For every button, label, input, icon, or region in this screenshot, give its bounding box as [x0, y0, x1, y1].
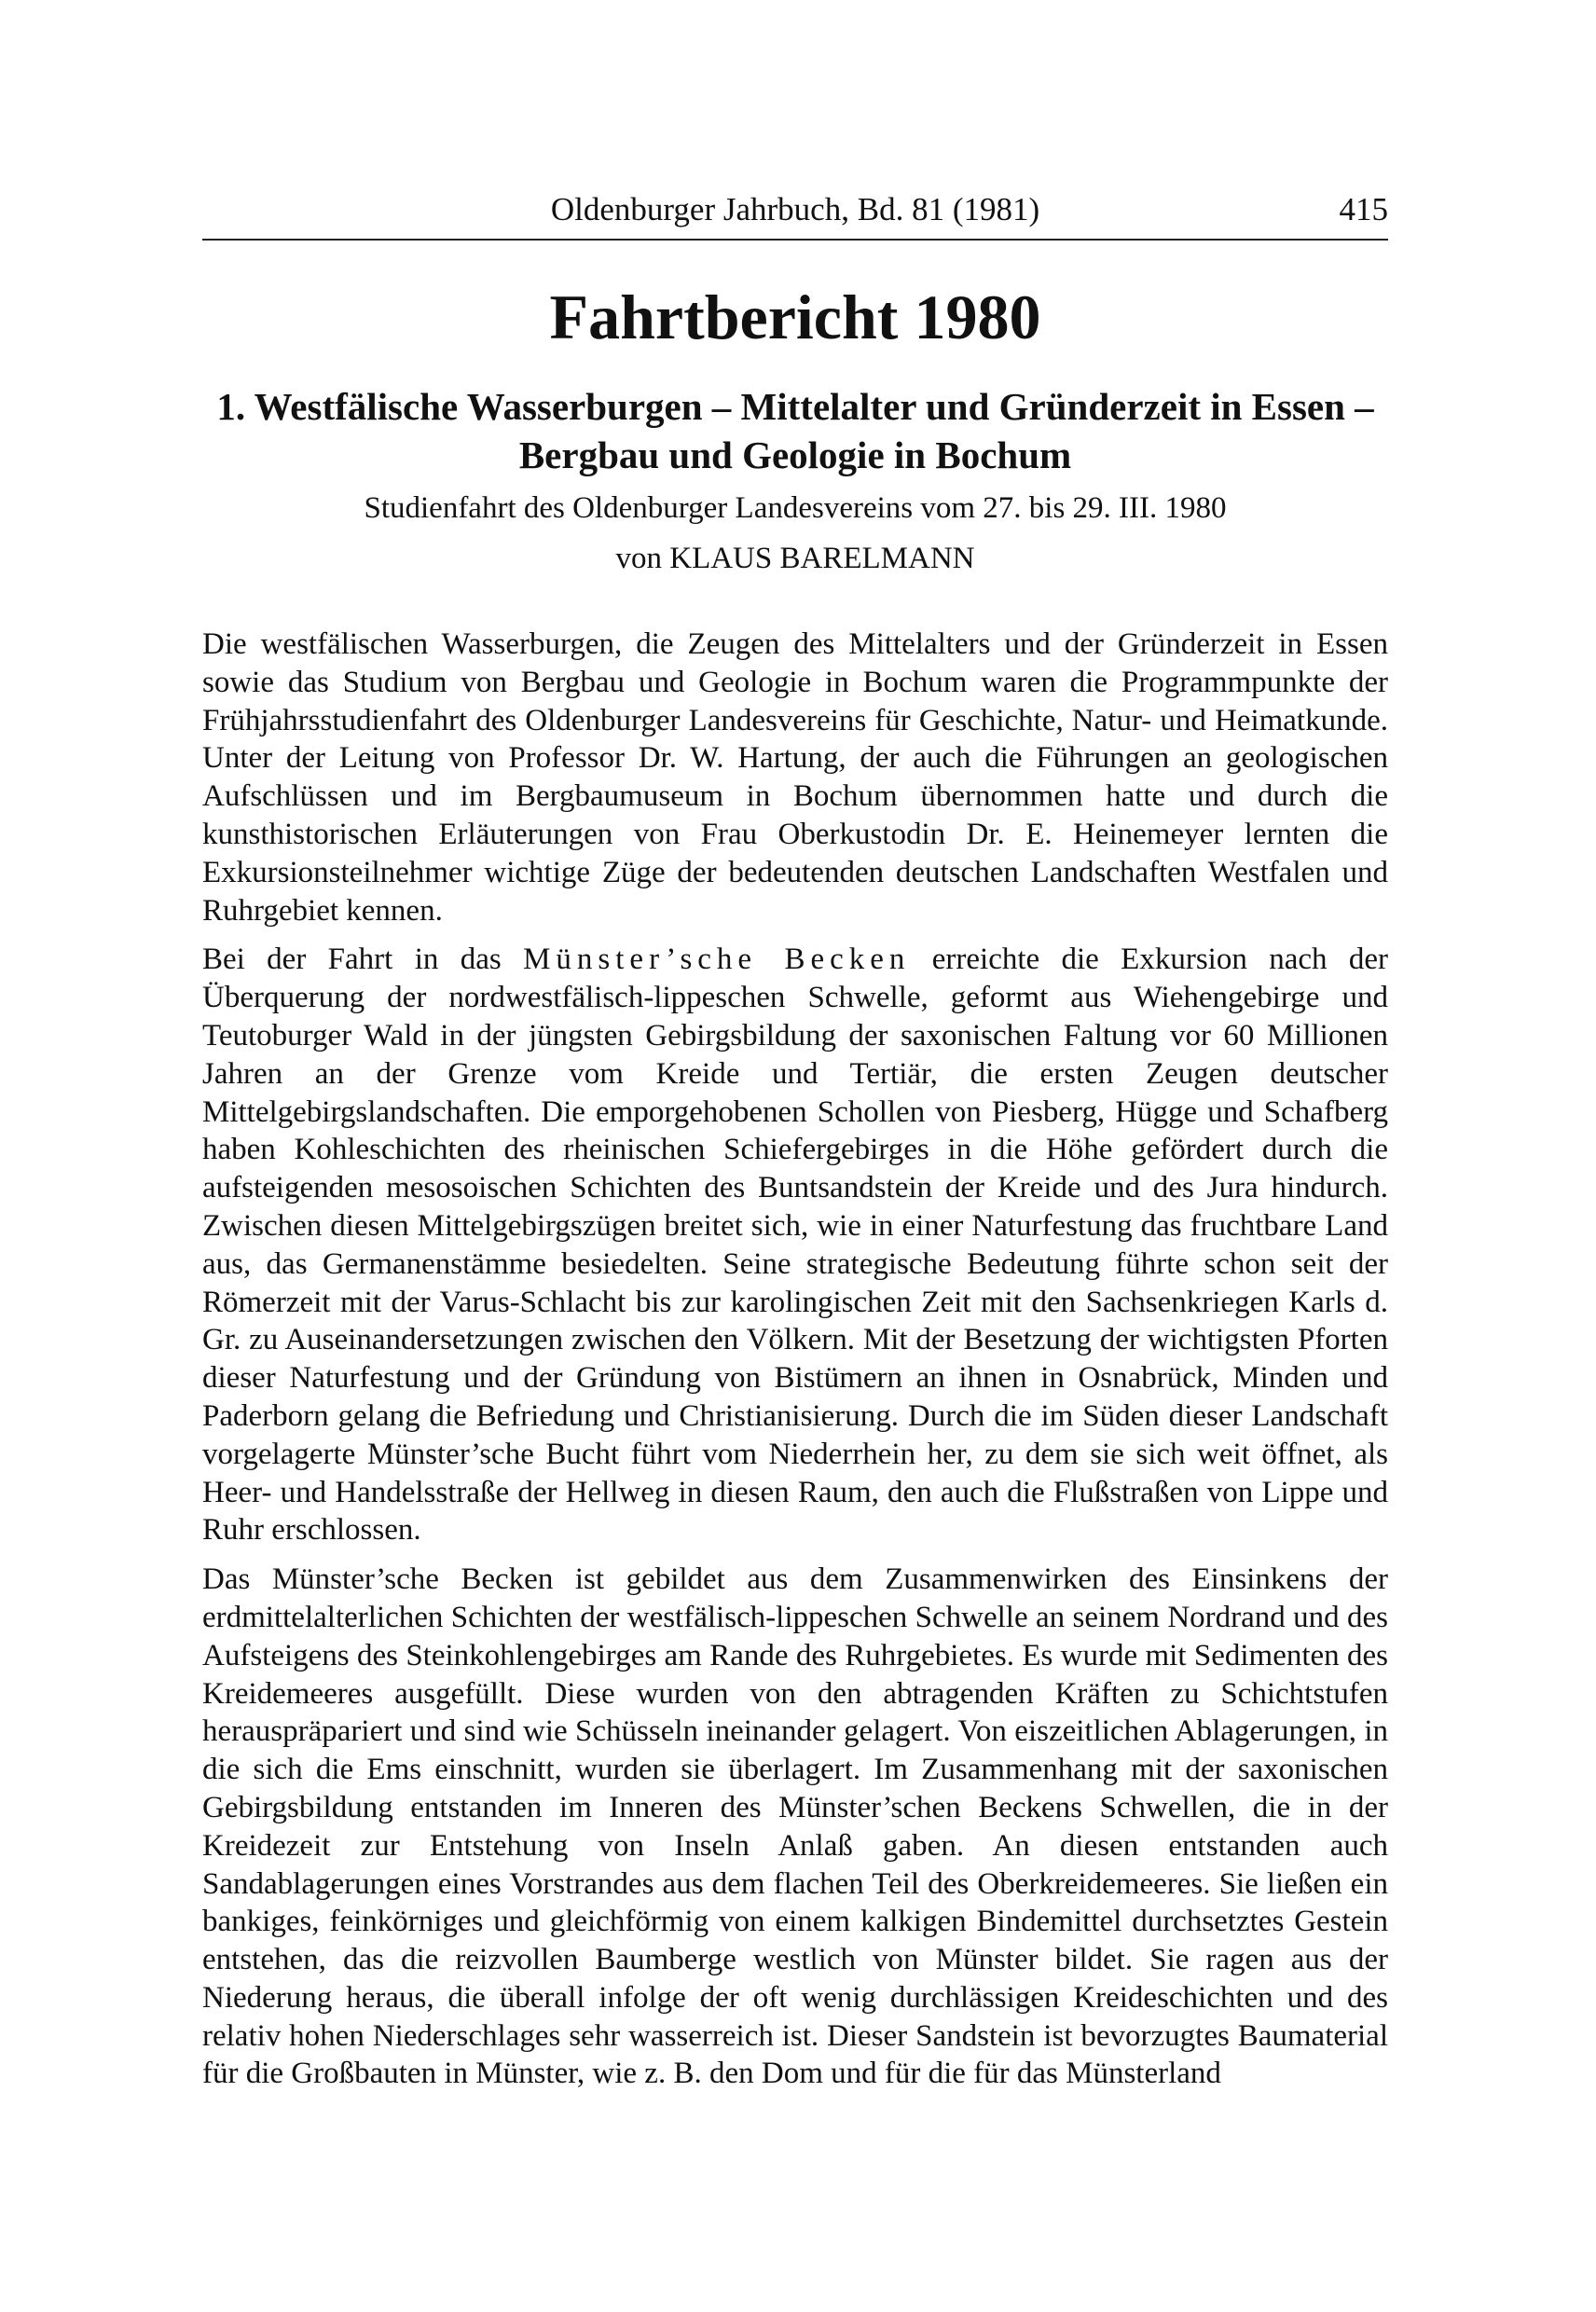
subtitle-line-2: Bergbau und Geologie in Bochum [518, 434, 1072, 476]
article-subtitle [202, 382, 1388, 479]
paragraph-2 [202, 941, 1388, 1549]
paragraph-2-text: erreichte die Exkursion nach der Überquerung der nordwestfälisch-lippeschen Schwelle, geformt aus Wiehengebirge und Teutoburger Wald in der jüngsten Gebirgsbildung der saxonischen Faltung vor 60 Millionen Jahren an der Grenze vom Kreide und Tertiär, die ersten Zeugen deutscher Mittelgebirgslandschaften. Die emporgehobenen Schollen von Piesberg, Hügge und Schafberg haben Kohleschichten des rheinischen Schiefergebirges in die Höhe gefördert durch die aufsteigenden mesosoischen Schichten des Buntsandstein der Kreide und des Jura hindurch. Zwischen diesen Mittelgebirgszügen breitet sich, wie in einer Naturfestung das fruchtbare Land aus, das Germanenstämme besiedelten. Seine strategische Bedeutung führte schon seit der Römerzeit mit der Varus-Schlacht bis zur karolingischen Zeit mit den Sachsenkriegen Karls d. Gr. zu Auseinandersetzungen zwischen den Völkern. Mit der Besetzung der wichtigsten Pforten dieser Naturfestung und der Gründung von Bistümern an ihnen in Osnabrück, Minden und Paderborn gelang die Befriedung und Christianisierung. Durch die im Süden dieser Landschaft vorgelagerte Münster’sche Bucht führt vom Niederrhein her, zu dem sie sich weit öffnet, als Heer- und Handelsstraße der Hellweg in diesen Raum, den auch die Flußstraßen von Lippe und Ruhr erschlossen. [202, 943, 1388, 1548]
author-byline: von KLAUS BARELMANN [615, 542, 975, 575]
article-title: Fahrtbericht 1980 [549, 282, 1041, 352]
header-rule [202, 239, 1388, 241]
paragraph-2-lead: Bei der Fahrt in das [202, 943, 524, 977]
journal-citation: Oldenburger Jahrbuch, Bd. 81 (1981) [550, 191, 1040, 227]
paragraph-1: Die westfälischen Wasserburgen, die Zeugen des Mittelalters und der Gründerzeit in Essen sowie das Studium von Bergbau und Geologie in Bochum waren die Programmpunkte der Frühjahrsstudienfahrt des Oldenburger Landesvereins für Geschichte, Natur- und Heimatkunde. Unter der Leitung von Professor Dr. W. Hartung, der auch die Führungen an geologischen Aufschlüssen und im Bergbaumuseum in Bochum übernommen hatte und durch die kunsthistorischen Erläuterungen von Frau Oberkustodin Dr. E. Heinemeyer lernten die Exkursionsteilnehmer wichtige Züge der bedeutenden deutschen Landschaften Westfalen und Ruhrgebiet kennen. [202, 627, 1388, 928]
trip-info: Studienfahrt des Oldenburger Landesvereins vom 27. bis 29. III. 1980 [364, 491, 1227, 525]
subtitle-line-1: 1. Westfälische Wasserburgen – Mittelalter und Gründerzeit in Essen – [216, 385, 1374, 428]
article-body [202, 626, 1388, 2104]
running-header [202, 186, 1388, 233]
paragraph-2-emphasis: Münster’sche Becken [523, 943, 911, 977]
page-number: 415 [1339, 191, 1388, 227]
paragraph-3: Das Münster’sche Becken ist gebildet aus dem Zusammenwirken des Einsinkens der erdmittelalterlichen Schichten der westfälisch-lippeschen Schwelle an seinem Nordrand und des Aufsteigens des Steinkohlengebirges am Rande des Ruhrgebietes. Es wurde mit Sedimenten des Kreidemeeres ausgefüllt. Diese wurden von den abtragenden Kräften zu Schichtstufen herauspräpariert und sind wie Schüsseln ineinander gelagert. Von eiszeitlichen Ablagerungen, in die sich die Ems einschnitt, wurden sie überlagert. Im Zusammenhang mit der saxonischen Gebirgsbildung entstanden im Inneren des Münster’schen Beckens Schwellen, die in der Kreidezeit zur Entstehung von Inseln Anlaß gaben. An diesen entstanden auch Sandablagerungen eines Vorstrandes aus dem flachen Teil des Oberkreidemeeres. Sie ließen ein bankiges, feinkörniges und gleichförmig von einem kalkigen Bindemittel durchsetztes Gestein entstehen, das die reizvollen Baumberge westlich von Münster bildet. Sie ragen aus der Niederung heraus, die überall infolge der oft wenig durchlässigen Kreideschichten und des relativ hohen Niederschlages sehr wasserreich ist. Dieser Sandstein ist bevorzugtes Baumaterial für die Großbauten in Münster, wie z. B. den Dom und für die für das Münsterland [202, 1562, 1388, 2091]
